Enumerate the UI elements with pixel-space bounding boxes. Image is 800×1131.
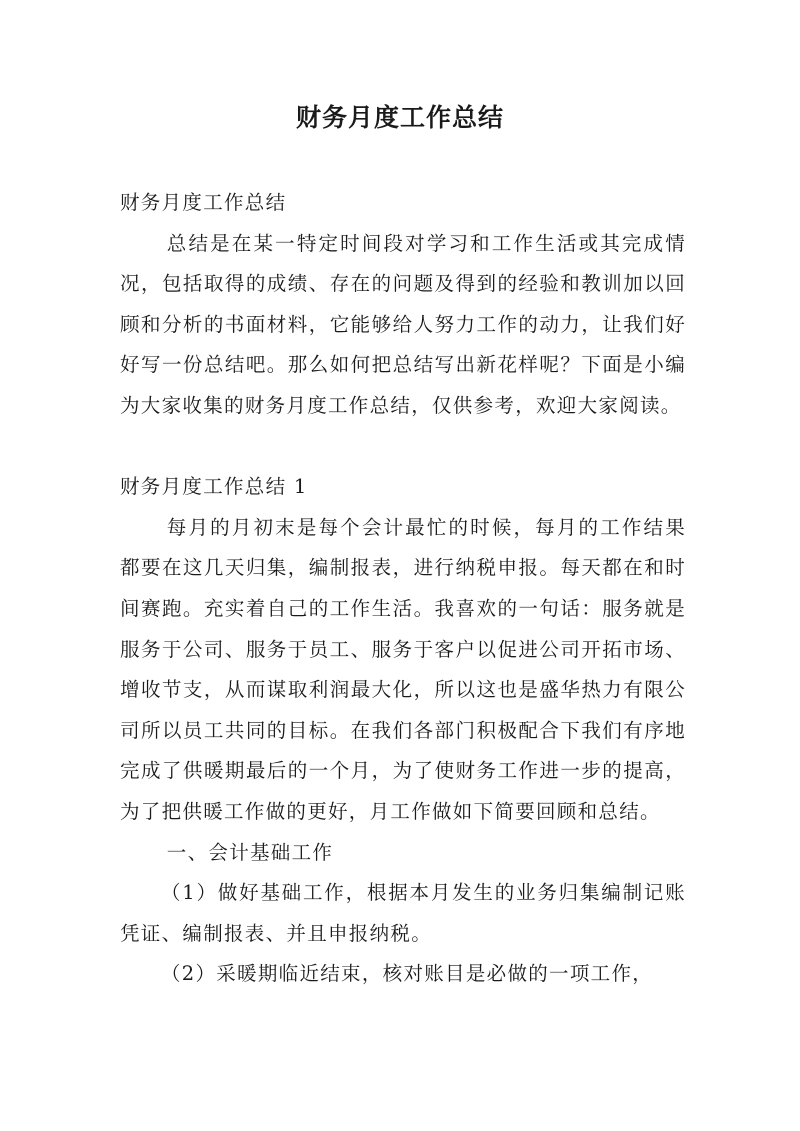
paragraph-gap xyxy=(120,427,686,468)
document-title: 财务月度工作总结 xyxy=(295,103,504,132)
list-item-2: （2）采暖期临近结束，核对账目是必做的一项工作， xyxy=(160,962,654,986)
subheading-accounting-basics: 一、会计基础工作 xyxy=(166,840,334,864)
section-1-paragraph: 每月的月初末是每个会计最忙的时候，每月的工作结果都要在这几天归集，编制报表，进行纳税申报。每天都在和时间赛跑。充实着自己的工作生活。我喜欢的一句话：服务就是服务于公司、服务于员工、服务于客户以促进公司开拓市场、增收节支，从而谋取利润最大化，所以这也是盛华热力有限公司所以员工共同的目标。在我们各部门积极配合下我们有序地完成了供暖期最后的一个月，为了使财务工作进一步的提高，为了把供暖工作做的更好，月工作做如下简要回顾和总结。 xyxy=(120,515,686,823)
document-body xyxy=(120,183,686,995)
intro-heading: 财务月度工作总结 xyxy=(120,191,287,214)
intro-paragraph: 总结是在某一特定时间段对学习和工作生活或其完成情况，包括取得的成绩、存在的问题及得到的经验和教训加以回顾和分析的书面材料，它能够给人努力工作的动力，让我们好好写一份总结吧。那么如何把总结写出新花样呢？下面是小编为大家收集的财务月度工作总结，仅供参考，欢迎大家阅读。 xyxy=(120,231,686,417)
list-item-1: （1）做好基础工作，根据本月发生的业务归集编制记账凭证、编制报表、并且申报纳税。 xyxy=(120,881,686,945)
section-1-heading: 财务月度工作总结 1 xyxy=(120,475,308,499)
